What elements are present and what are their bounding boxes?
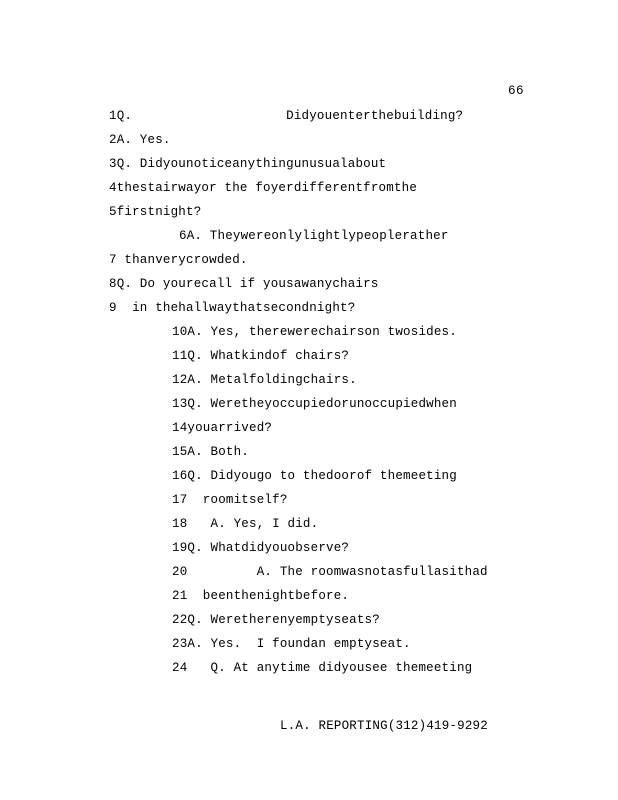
transcript-line-15: 15A. Both. (172, 445, 250, 459)
transcript-line-23: 23A. Yes. I foundan emptyseat. (172, 637, 411, 651)
transcript-line-10: 10A. Yes, therewerechairson twosides. (172, 325, 457, 339)
transcript-line-7: 7 thanverycrowded. (109, 253, 248, 267)
transcript-line-3: 3Q. Didyounoticeanythingunusualabout (109, 157, 387, 171)
transcript-line-6: 6A. Theywereonlylightlypeoplerather (179, 229, 449, 243)
transcript-line-21: 21 beenthenightbefore. (172, 589, 350, 603)
page-number: 66 (508, 84, 525, 98)
transcript-line-22: 22Q. Weretherenyemptyseats? (172, 613, 380, 627)
transcript-line-9: 9 in thehallwaythatsecondnight? (109, 301, 356, 315)
transcript-line-5: 5firstnight? (109, 205, 202, 219)
transcript-line-20: 20 A. The roomwasnotasfullasithad (172, 565, 488, 579)
reporter-footer: L.A. REPORTING(312)419-9292 (280, 719, 488, 733)
transcript-line-17: 17 roomitself? (172, 493, 288, 507)
transcript-line-4: 4thestairwayor the foyerdifferentfromthe (109, 181, 418, 195)
transcript-line-24: 24 Q. At anytime didyousee themeeting (172, 661, 473, 675)
transcript-line-14: 14youarrived? (172, 421, 273, 435)
transcript-line-16: 16Q. Didyougo to thedoorof themeeting (172, 469, 457, 483)
transcript-line-1: 1Q. Didyouenterthebuilding? (109, 109, 464, 123)
transcript-line-19: 19Q. Whatdidyouobserve? (172, 541, 350, 555)
transcript-line-12: 12A. Metalfoldingchairs. (172, 373, 357, 387)
transcript-line-18: 18 A. Yes, I did. (172, 517, 319, 531)
transcript-line-13: 13Q. Weretheyoccupiedorunoccupiedwhen (172, 397, 457, 411)
transcript-line-11: 11Q. Whatkindof chairs? (172, 349, 350, 363)
transcript-line-8: 8Q. Do yourecall if yousawanychairs (109, 277, 379, 291)
transcript-line-2: 2A. Yes. (109, 133, 171, 147)
